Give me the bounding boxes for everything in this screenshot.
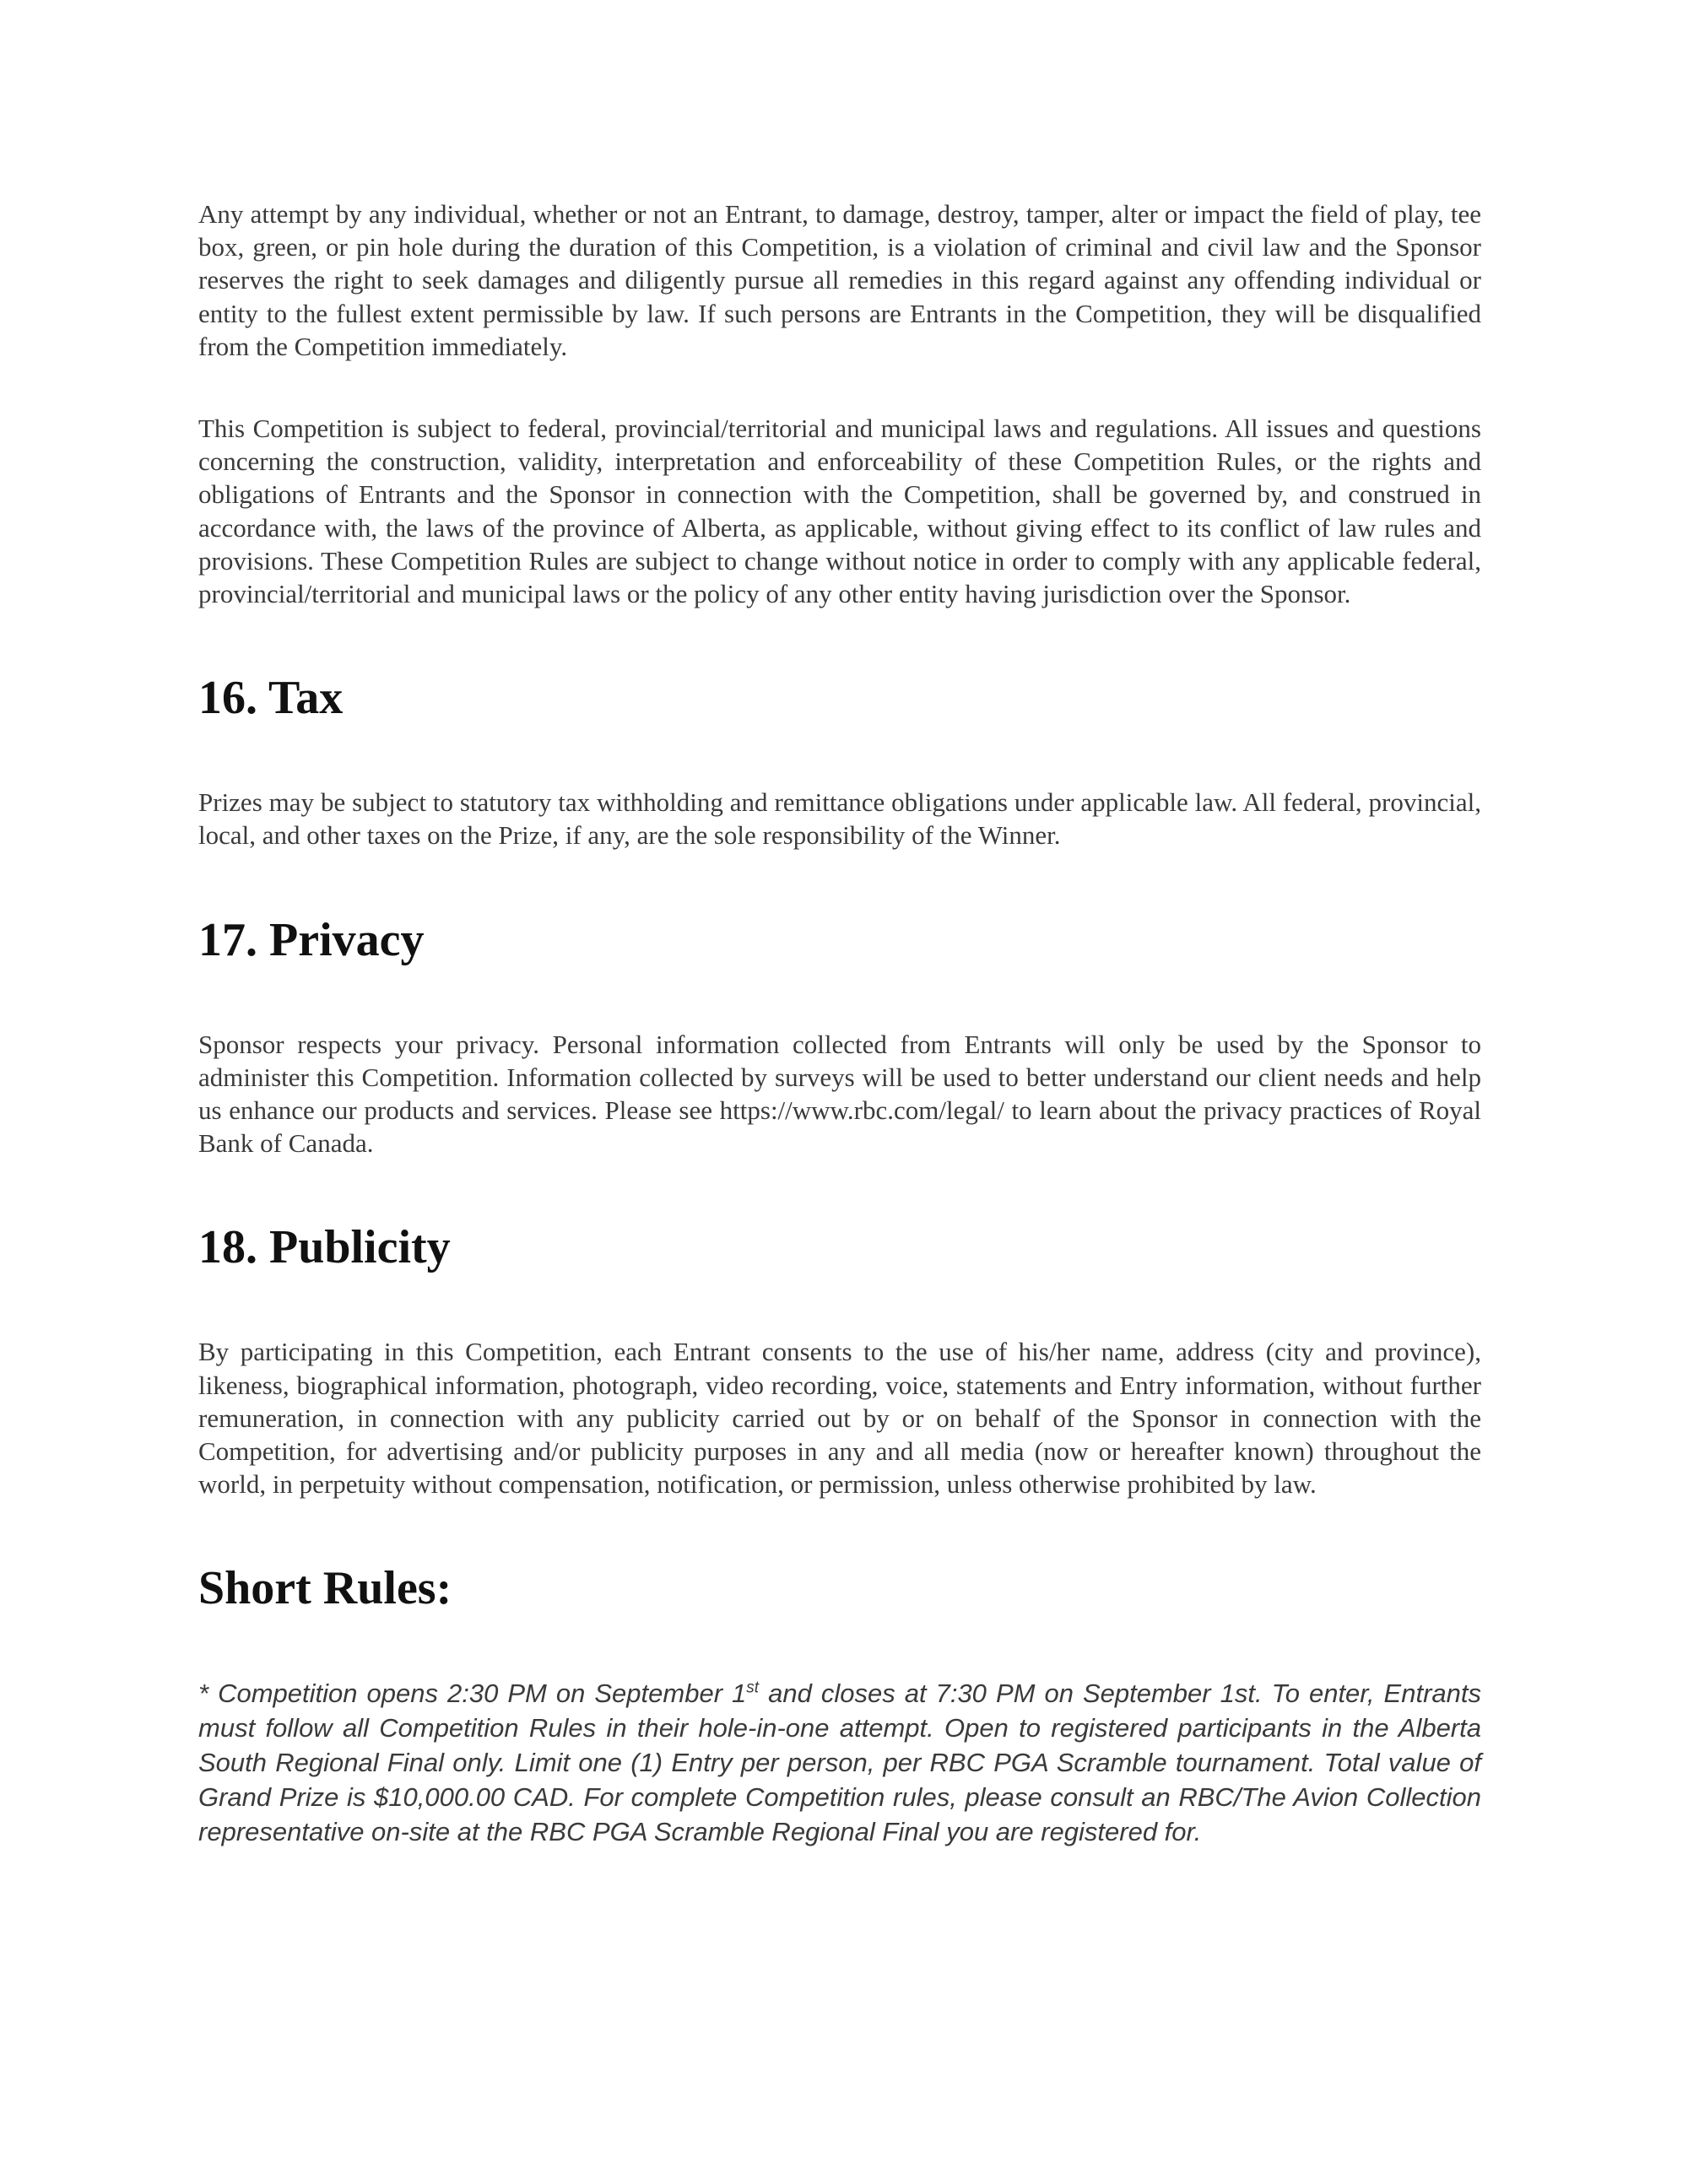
governing-law-paragraph: This Competition is subject to federal, provincial/territorial and municipal laws and regulations. All issues and questions concerning the construction, validity, interpretation and enforceability of these Competition Rules, or the rights and obligations of Entrants and the Sponsor in connection with the Competition, shall be governed by, and construed in accordance with, the laws of the province of Alberta, as applicable, without giving effect to its conflict of law rules and provisions. These Competition Rules are subject to change without notice in order to comply with any applicable federal, provincial/territorial and municipal laws or the policy of any other entity having jurisdiction over the Sponsor. [198,414,1481,609]
short-rules-text-start: * Competition opens 2:30 PM on September 1 [198,1679,747,1709]
short-rules-heading: Short Rules: [198,1562,452,1615]
short-rules-superscript: st [746,1679,760,1698]
tax-paragraph: Prizes may be subject to statutory tax withholding and remittance obligations under applicable law. All federal, provincial, local, and other taxes on the Prize, if any, are the sole responsibility of the Winner. [198,787,1481,851]
privacy-paragraph: Sponsor respects your privacy. Personal information collected from Entrants will only be used by the Sponsor to administer this Competition. Information collected by surveys will be used to better understand our client needs and help us enhance our products and services. Please see https://www.rbc.com/legal/ to learn about the privacy practices of Royal Bank of Canada. [198,1029,1481,1159]
short-rules-text-end: and closes at 7:30 PM on September 1st. To enter, Entrants must follow all Competition Rules in their hole-in-one attempt. Open to registered participants in the Alberta South Regional Final only. Limit one (1) Entry per person, per RBC PGA Scramble tournament. Total value of Grand Prize is $10,000.00 CAD. For complete Competition rules, please consult an RBC/The Avion Collection representative on-site at the RBC PGA Scramble Regional Final you are registered for. [198,1679,1481,1847]
privacy-heading: 17. Privacy [198,913,425,966]
publicity-paragraph: By participating in this Competition, each Entrant consents to the use of his/her name, address (city and province), likeness, biographical information, photograph, video recording, voice, statements and Entry information, without further remuneration, in connection with any publicity carried out by or on behalf of the Sponsor in connection with the Competition, for advertising and/or publicity purposes in any and all media (now or hereafter known) throughout the world, in perpetuity without compensation, notification, or permission, unless otherwise prohibited by law. [198,1337,1481,1500]
document-page [198,197,1481,1849]
publicity-heading: 18. Publicity [198,1221,451,1274]
tampering-paragraph: Any attempt by any individual, whether or not an Entrant, to damage, destroy, tamper, alter or impact the field of play, tee box, green, or pin hole during the duration of this Competition, is a violation of criminal and civil law and the Sponsor reserves the right to seek damages and diligently pursue all remedies in this regard against any offending individual or entity to the fullest extent permissible by law. If such persons are Entrants in the Competition, they will be disqualified from the Competition immediately. [198,199,1481,361]
short-rules-paragraph [198,1676,1481,1849]
tax-heading: 16. Tax [198,672,344,725]
